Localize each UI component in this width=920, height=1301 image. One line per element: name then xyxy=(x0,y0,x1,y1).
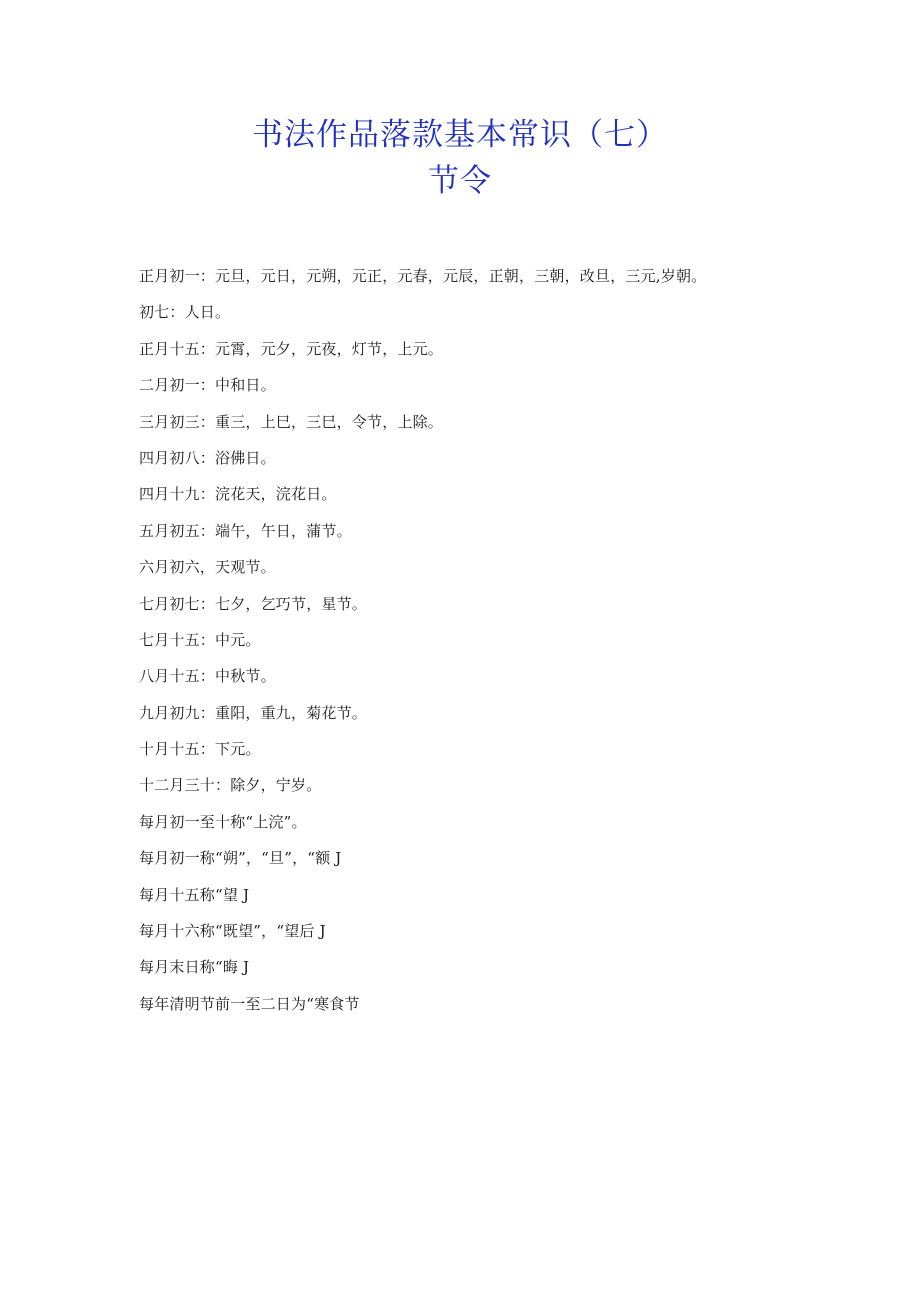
list-item: 十二月三十：除夕，宁岁。 xyxy=(139,776,322,795)
list-item: 每年清明节前一至二日为“寒食节 xyxy=(139,994,360,1013)
title-block xyxy=(0,112,920,204)
list-item: 正月十五：元霄，元夕，元夜，灯节，上元。 xyxy=(139,339,444,358)
list-item: 四月十九：浣花天，浣花日。 xyxy=(139,485,337,504)
list-item: 每月十五称“望 J xyxy=(139,885,250,904)
list-item: 四月初八：浴佛日。 xyxy=(139,448,276,467)
list-item: 七月初七：七夕，乞巧节，星节。 xyxy=(139,594,368,613)
list-item: 正月初一：元旦，元日，元朔，元正，元春，元辰，正朝，三朝，改旦，三元,岁朝。 xyxy=(139,267,707,285)
list-item: 二月初一：中和日。 xyxy=(139,376,276,395)
list-item: 每月初一称“朔”，“旦”，“额 J xyxy=(139,849,342,868)
list-item: 每月十六称“既望”，“望后 J xyxy=(139,922,326,941)
list-item: 九月初九：重阳，重九，菊花节。 xyxy=(139,703,368,722)
list-item: 七月十五：中元。 xyxy=(139,630,261,649)
list-item: 三月初三：重三，上巳，三巳，令节，上除。 xyxy=(139,412,444,431)
list-item: 八月十五：中秋节。 xyxy=(139,667,276,686)
page-subtitle: 节令 xyxy=(428,163,492,199)
festival-list xyxy=(139,258,839,1022)
page-title: 书法作品落款基本常识（七） xyxy=(252,117,668,153)
list-item: 十月十五：下元。 xyxy=(139,740,261,759)
list-item: 每月末日称“晦 J xyxy=(139,958,250,977)
list-item: 初七：人日。 xyxy=(139,303,231,322)
list-item: 五月初五：端午，午日，蒲节。 xyxy=(139,521,352,540)
list-item: 每月初一至十称“上浣”。 xyxy=(139,812,307,831)
list-item: 六月初六，天观节。 xyxy=(139,558,276,577)
